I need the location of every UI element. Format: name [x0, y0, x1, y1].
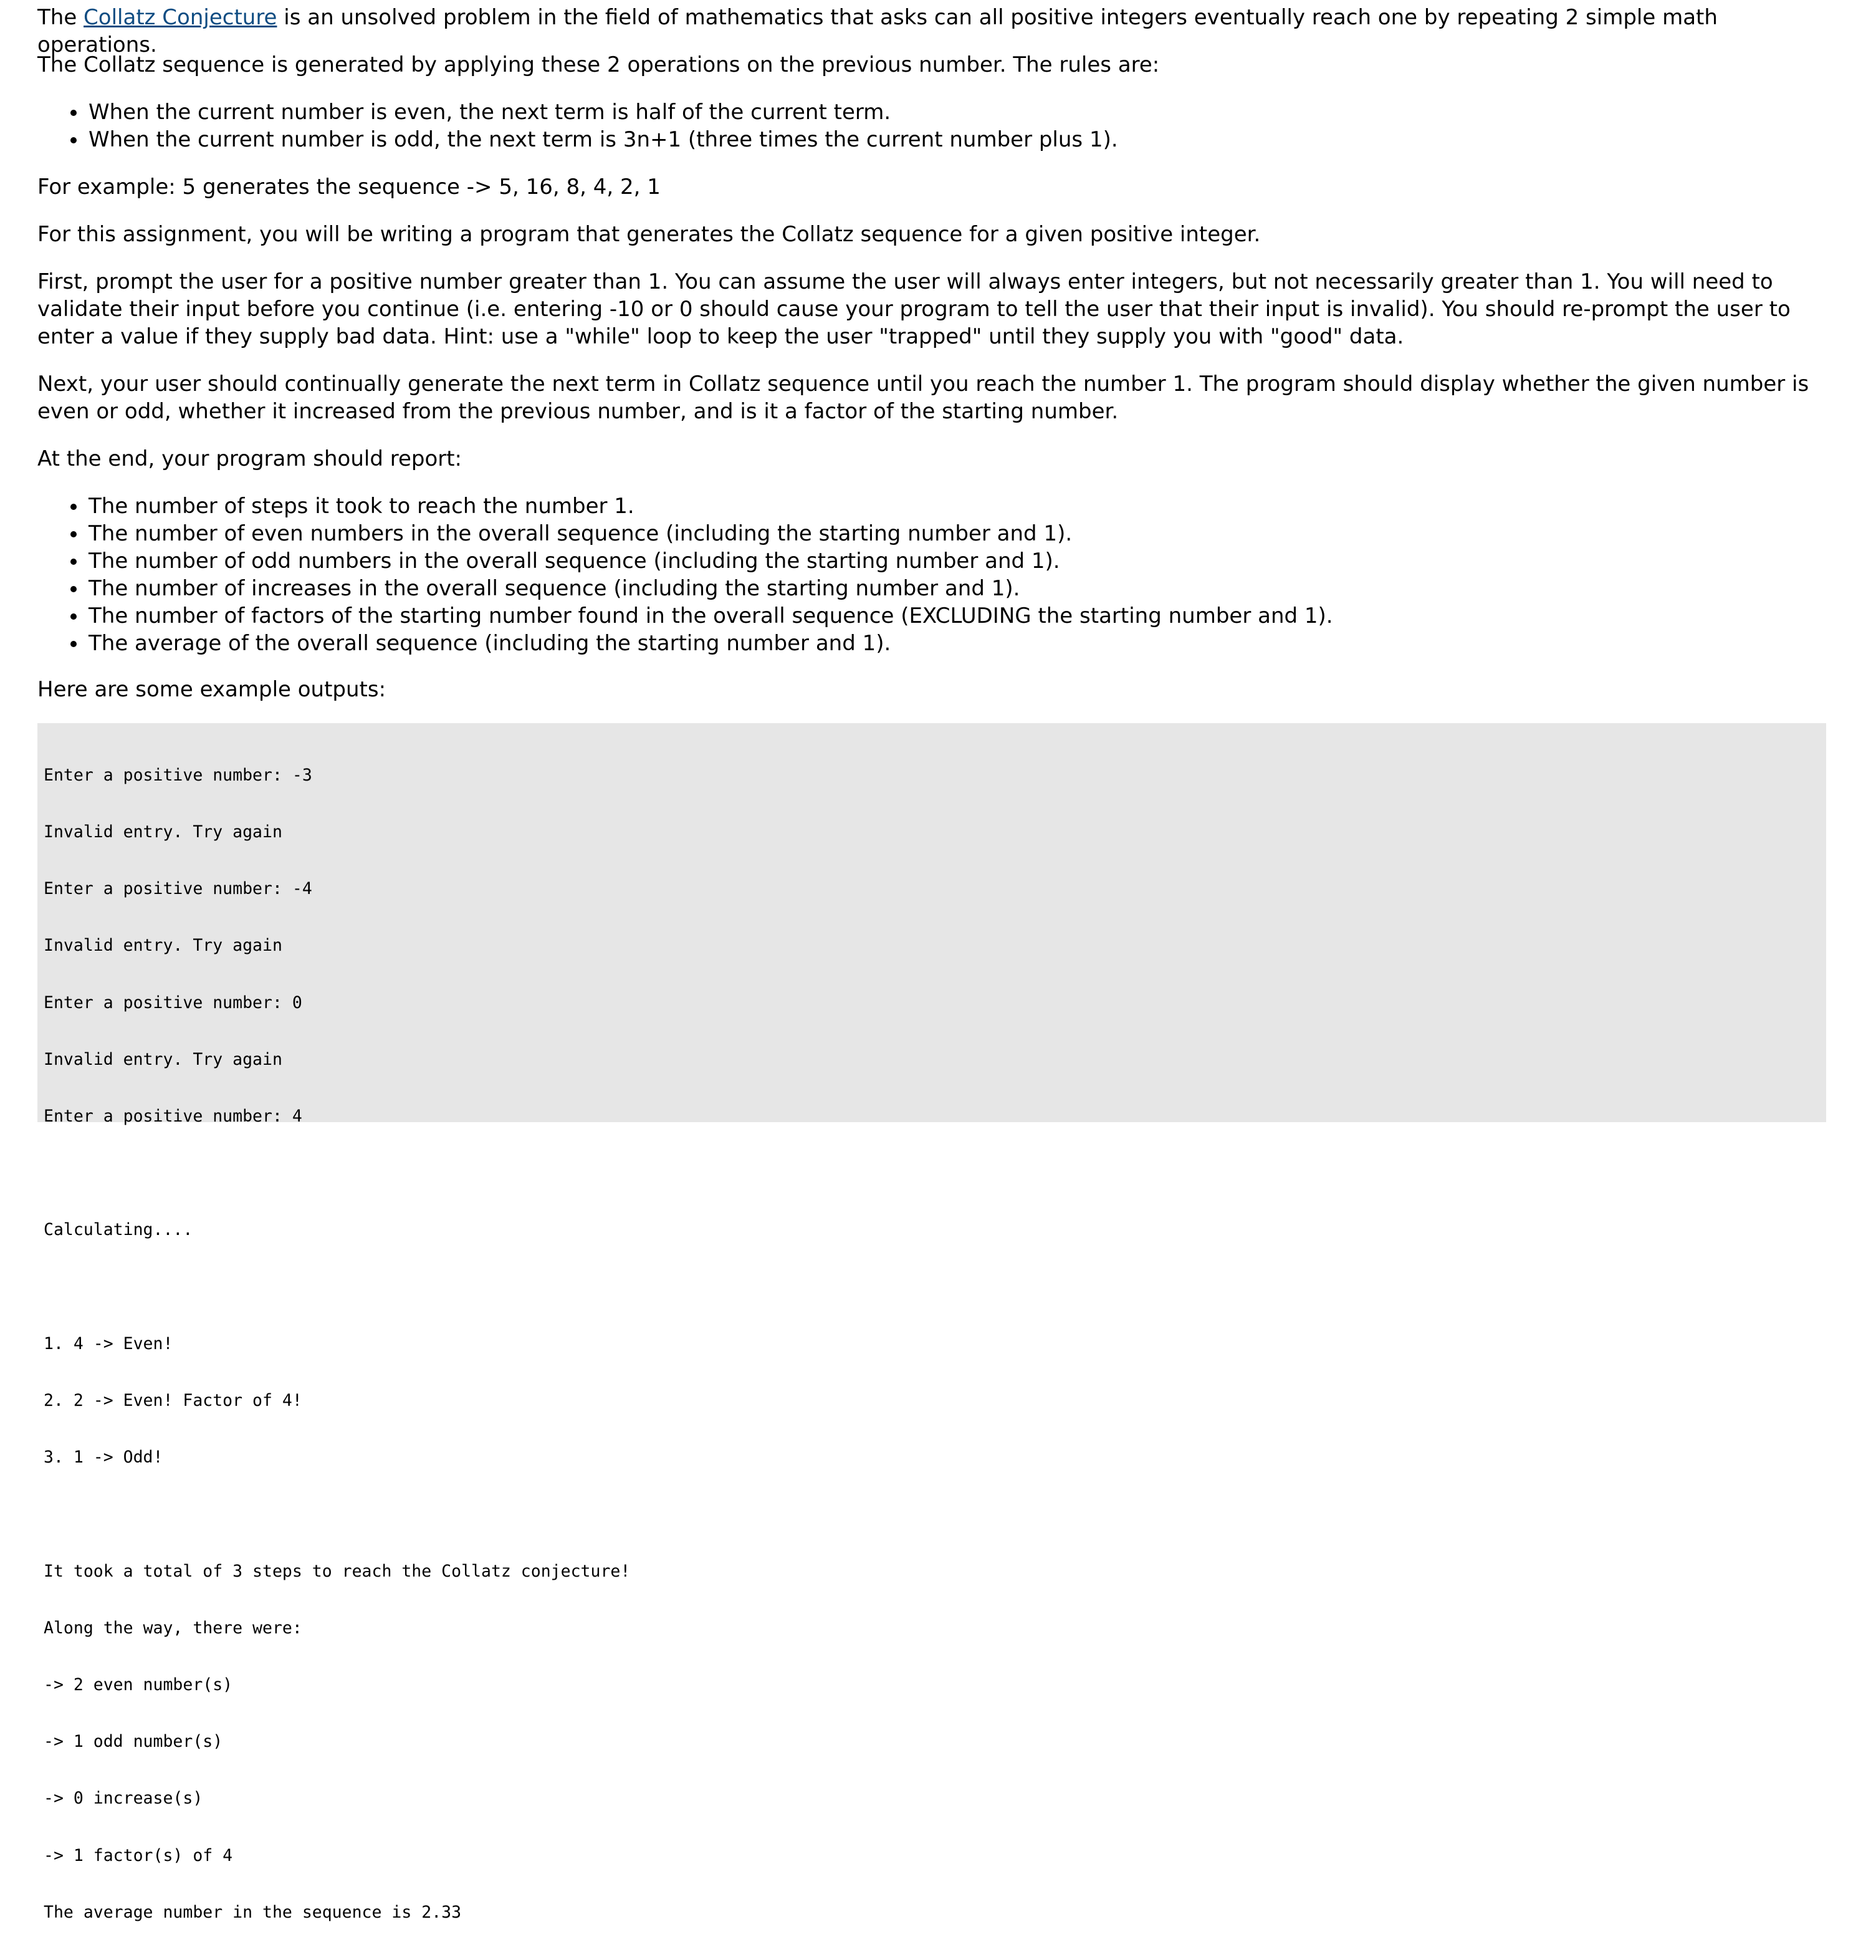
code-line: Enter a positive number: 4: [44, 1107, 302, 1127]
code-line: 3. 1 -> Odd!: [44, 1448, 163, 1468]
report-item: • The number of increases in the overall sequence (including the starting number and 1).: [87, 575, 1876, 602]
code-line: [44, 1164, 1820, 1183]
code-line: 1. 4 -> Even!: [44, 1333, 173, 1353]
rule-item: • When the current number is odd, the next term is 3n+1 (three times the current number plus 1).: [87, 126, 1876, 153]
examples-intro-paragraph: Here are some example outputs:: [37, 677, 386, 702]
report-item: • The average of the overall sequence (including the starting number and 1).: [87, 630, 1876, 657]
code-line: -> 0 increase(s): [44, 1789, 203, 1809]
collatz-conjecture-link[interactable]: Collatz Conjecture: [84, 5, 277, 30]
rule-item: • When the current number is even, the next term is half of the current term.: [87, 98, 1876, 126]
code-line: It took a total of 3 steps to reach the Collatz conjecture!: [44, 1561, 631, 1581]
code-line: Enter a positive number: 0: [44, 992, 302, 1012]
code-line: Invalid entry. Try again: [44, 936, 282, 956]
intro-suffix: is an unsolved problem in the field of mathematics that asks can all positive integers eventually reach one by repeating 2 simple math operations.: [37, 5, 1718, 57]
code-line: -> 1 odd number(s): [44, 1732, 223, 1752]
report-intro-paragraph: At the end, your program should report:: [37, 446, 462, 471]
example-paragraph: For example: 5 generates the sequence -> 5, 16, 8, 4, 2, 1: [37, 175, 661, 199]
next-step-paragraph: Next, your user should continually generate the next term in Collatz sequence until you reach the number 1. The program should display whether the given number is even or odd, whether it increased from the previous number, and is it a factor of the starting number.: [37, 372, 1809, 424]
report-item: • The number of even numbers in the overall sequence (including the starting number and 1).: [87, 520, 1876, 547]
intro-paragraph: [37, 4, 1826, 59]
code-line: [44, 1505, 1820, 1524]
code-line: [44, 1278, 1820, 1297]
code-line: Invalid entry. Try again: [44, 1049, 282, 1069]
report-item: • The number of factors of the starting number found in the overall sequence (EXCLUDING the starting number and 1).: [87, 602, 1876, 630]
code-line: Enter a positive number: -4: [44, 879, 312, 899]
code-line: The average number in the sequence is 2.33: [44, 1902, 462, 1922]
code-line: -> 2 even number(s): [44, 1675, 233, 1695]
rules-intro-paragraph: The Collatz sequence is generated by applying these 2 operations on the previous number. The rules are:: [37, 52, 1160, 77]
code-line: Calculating....: [44, 1220, 193, 1240]
assignment-paragraph: For this assignment, you will be writing a program that generates the Collatz sequence for a given positive integer.: [37, 222, 1261, 247]
code-line: 2. 2 -> Even! Factor of 4!: [44, 1391, 302, 1411]
code-line: -> 1 factor(s) of 4: [44, 1845, 233, 1865]
code-line: Invalid entry. Try again: [44, 822, 282, 842]
rules-list: [37, 98, 1876, 153]
code-line: Enter a positive number: -3: [44, 765, 312, 785]
report-item: • The number of steps it took to reach the number 1.: [87, 492, 1876, 520]
report-list: [37, 492, 1876, 657]
example-output-code-block: [37, 723, 1826, 1922]
code-line: Along the way, there were:: [44, 1618, 302, 1638]
intro-prefix: The: [37, 5, 84, 30]
first-step-paragraph: First, prompt the user for a positive number greater than 1. You can assume the user will always enter integers, but not necessarily greater than 1. You will need to validate their input before you continue (i.e. entering -10 or 0 should cause your program to tell the user that their input is invalid). You should re-prompt the user to enter a value if they supply bad data. Hint: use a "while" loop to keep the user "trapped" until they supply you with "good" data.: [37, 269, 1791, 349]
report-item: • The number of odd numbers in the overall sequence (including the starting number and 1).: [87, 547, 1876, 575]
